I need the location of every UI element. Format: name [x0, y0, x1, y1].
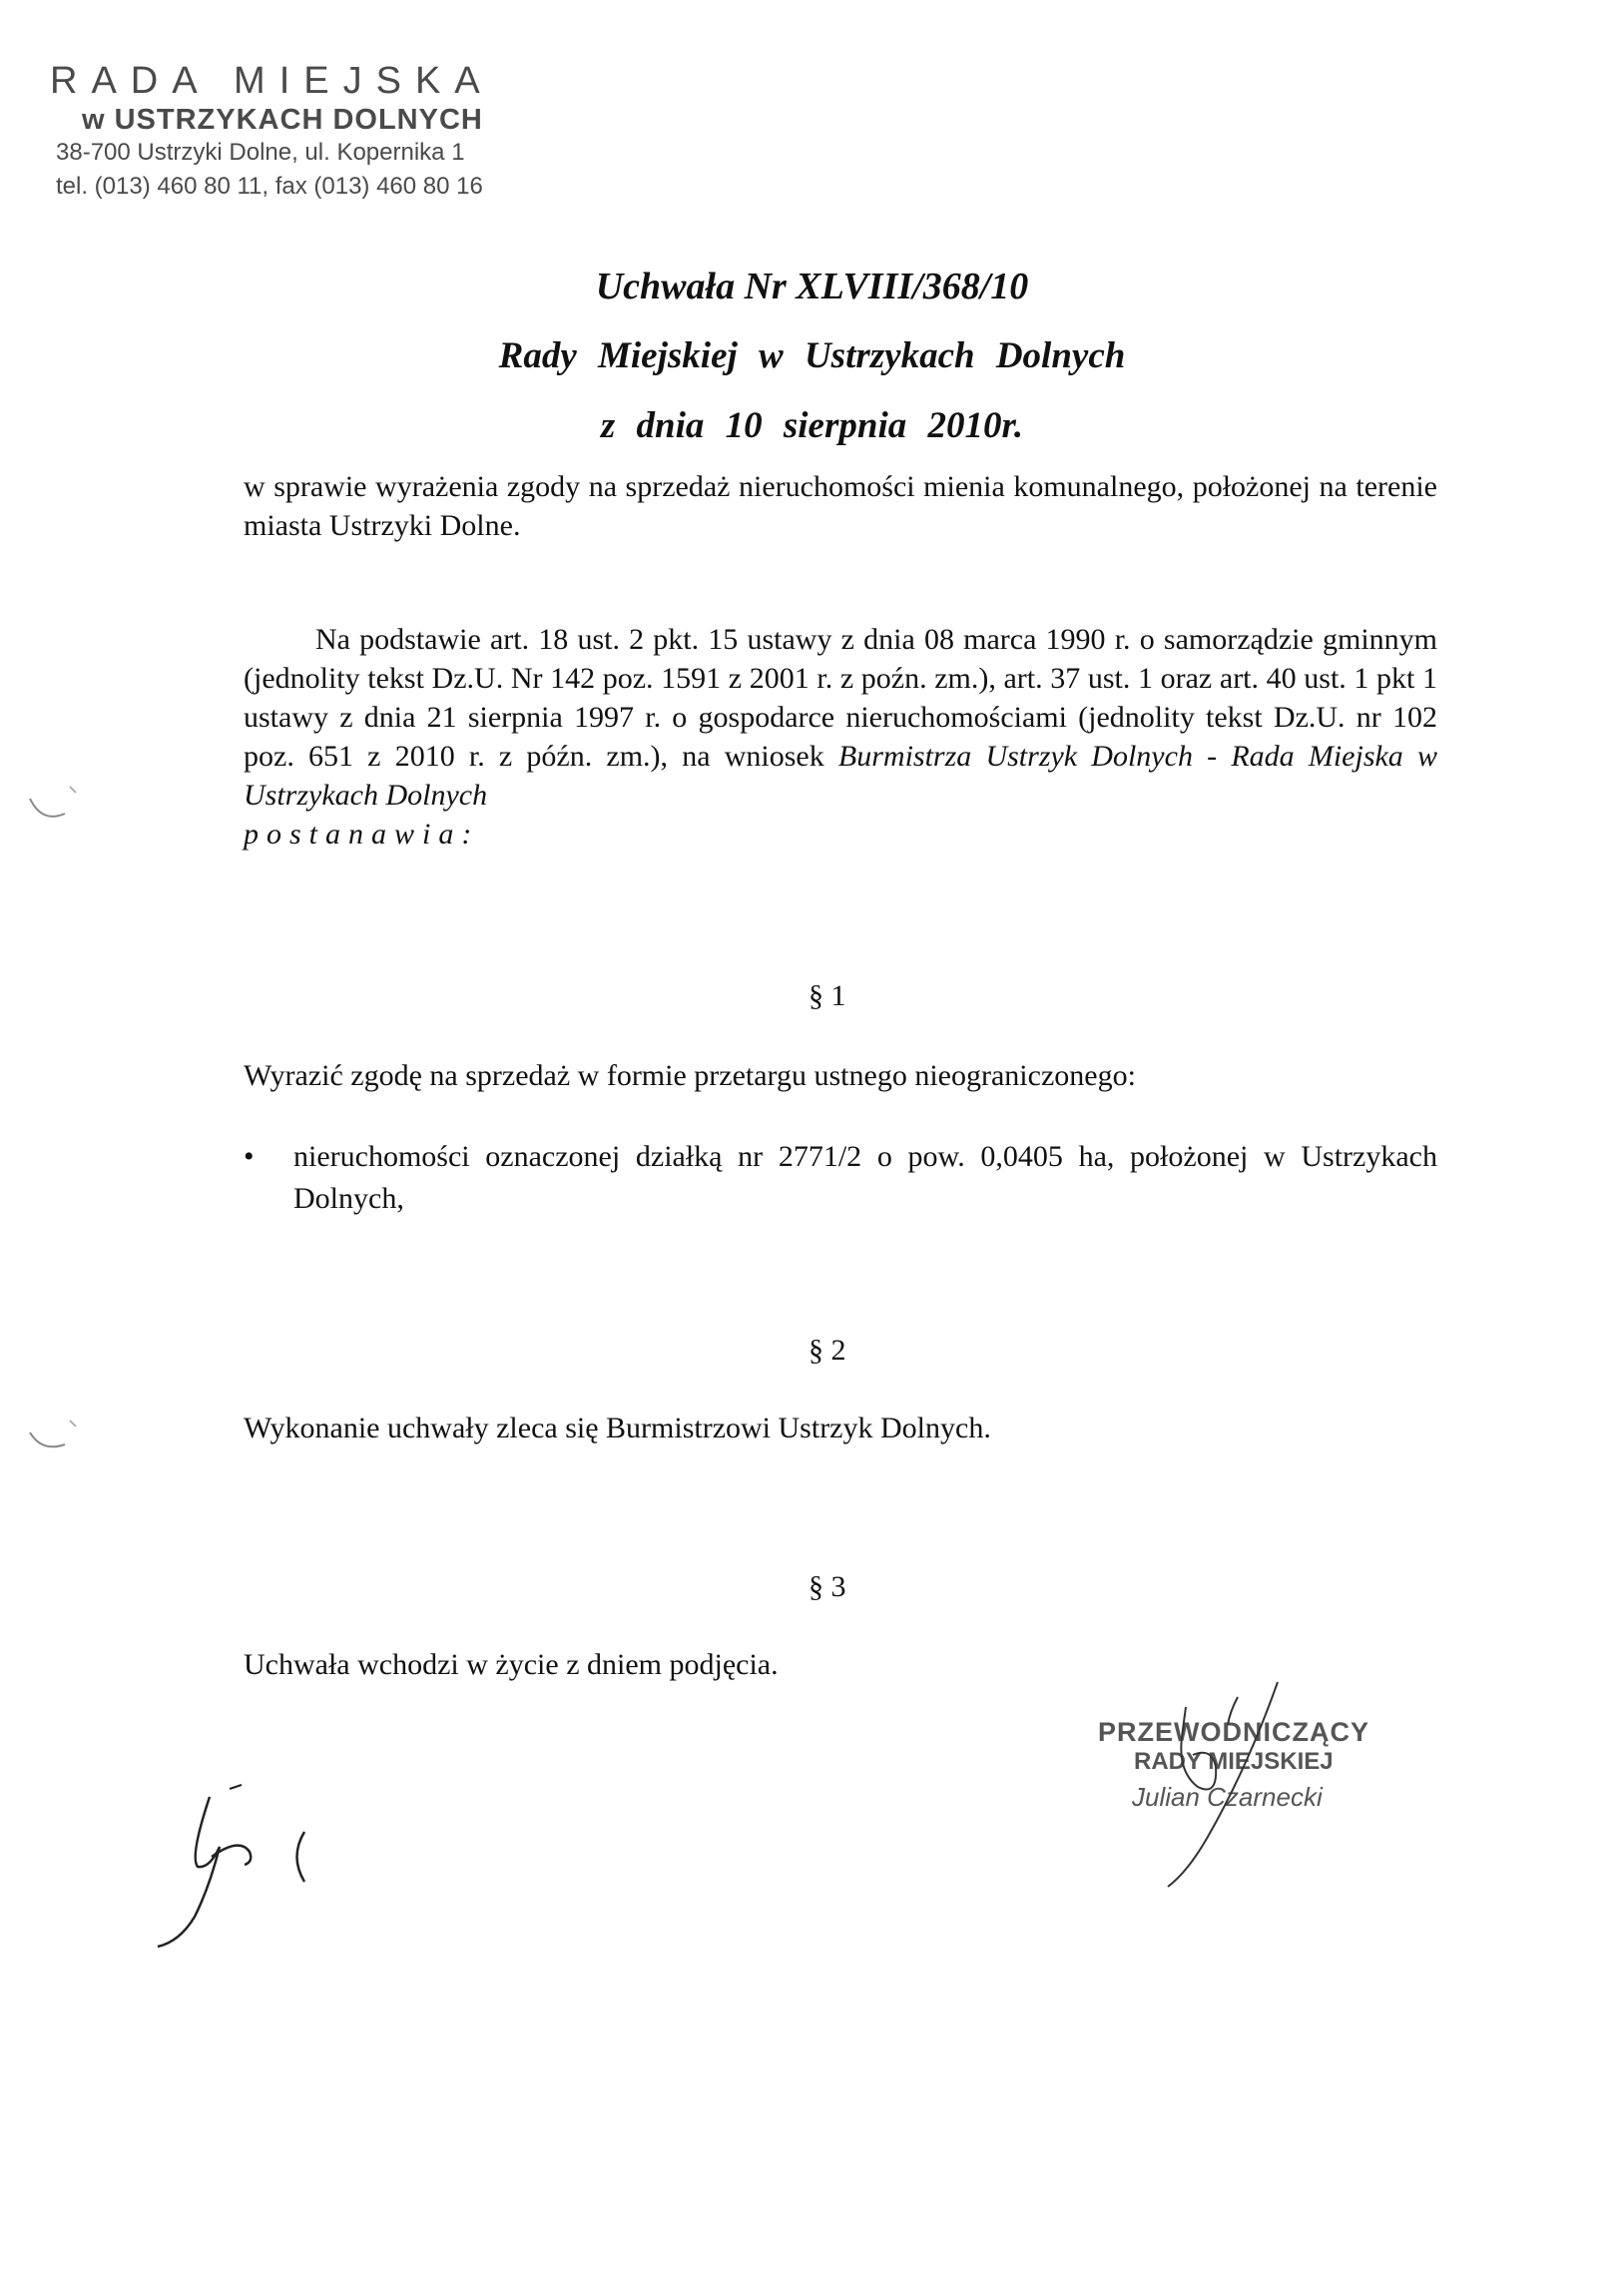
section-2-text: Wykonanie uchwały zleca się Burmistrzowi Ustrzyk Dolnych. [244, 1412, 991, 1444]
stamp-title: RADA MIEJSKA [50, 60, 494, 102]
chairman-council: RADY MIEJSKIEJ [1134, 1748, 1334, 1775]
section-2-number: § 2 [809, 1334, 846, 1367]
punch-hole-mark-bottom [20, 1403, 90, 1462]
legal-basis-text: Na podstawie art. 18 ust. 2 pkt. 15 ustawy z dnia 08 marca 1990 r. o samorządzie gminnym (jednolity tekst Dz.U. Nr 142 poz. 1591 z 2001 r. z poźn. zm.), art. 37 ust. 1 oraz art. 40 ust. 1 pkt 1 ustawy z dnia 21 sierpnia 1997 r. o gospodarce nieruchomościami (jednolity tekst Dz.U. nr 102 poz. 651 z 2010 r. z późn. zm.), [244, 623, 1437, 773]
stamp-address: 38-700 Ustrzyki Dolne, ul. Kopernika 1 [56, 139, 465, 166]
section-1-text: Wyrazić zgodę na sprzedaż w formie przetargu ustnego nieograniczonego: [244, 1059, 1136, 1092]
initials-signature [150, 1777, 339, 1957]
chairman-name: Julian Czarnecki [1132, 1782, 1323, 1812]
legal-basis [244, 620, 1437, 854]
resolver-name: Rada Miejska w Ustrzykach Dolnych [244, 740, 1437, 812]
resolver-verb: postanawia: [244, 818, 480, 851]
resolution-subject: w sprawie wyrażenia zgody na sprzedaż nieruchomości mienia komunalnego, położonej na terenie miasta Ustrzyki Dolne. [244, 470, 1437, 542]
request-prefix: na wniosek [682, 740, 824, 773]
section-1-bullet-text: nieruchomości oznaczonej działką nr 2771/2 o pow. 0,0405 ha, położonej w Ustrzykach Dolnych, [293, 1140, 1437, 1215]
stamp-phone: tel. (013) 460 80 11, fax (013) 460 80 16 [56, 173, 483, 200]
resolution-council: Rady Miejskiej w Ustrzykach Dolnych [498, 335, 1126, 376]
punch-hole-mark-top [20, 779, 90, 839]
resolution-title: Uchwała Nr XLVIII/368/10 [595, 266, 1029, 307]
stamp-subtitle: w USTRZYKACH DOLNYCH [82, 104, 483, 136]
request-dash: - [1207, 740, 1218, 773]
section-1-number: § 1 [809, 979, 846, 1012]
bullet-icon: • [244, 1140, 255, 1173]
request-by: Burmistrza Ustrzyk Dolnych [837, 740, 1193, 773]
section-1-bullet-item [244, 1136, 1437, 1220]
council-stamp [50, 58, 494, 204]
section-3-text: Uchwała wchodzi w życie z dniem podjęcia. [244, 1648, 779, 1681]
resolution-date: z dnia 10 sierpnia 2010r. [600, 405, 1024, 446]
section-3-number: § 3 [809, 1570, 846, 1603]
chairman-title: PRZEWODNICZĄCY [1098, 1717, 1369, 1747]
chairman-signature [1098, 1677, 1338, 1897]
